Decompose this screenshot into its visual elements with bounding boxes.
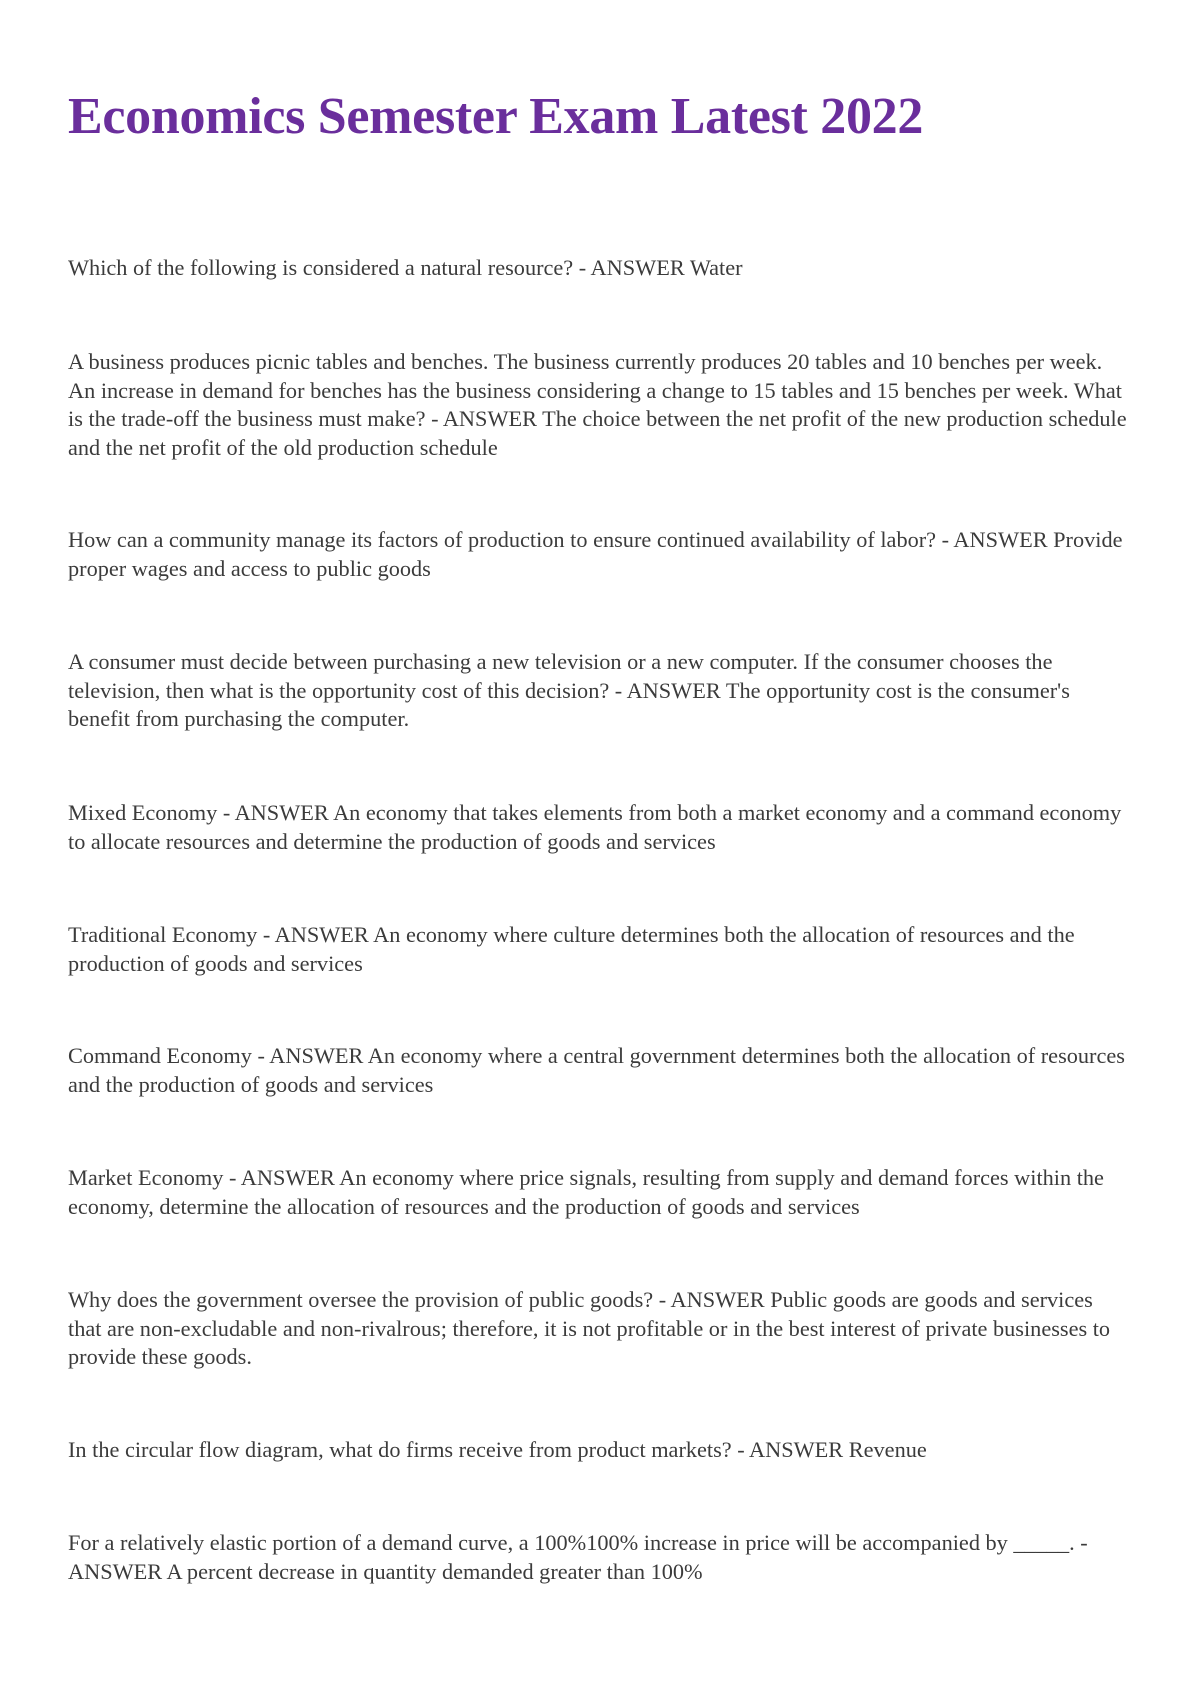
qa-item: For a relatively elastic portion of a demand curve, a 100%100% increase in price will be accompanied by _____. - ANSWER A percent decrease in quantity demanded greater than 100% — [68, 1530, 1088, 1584]
document-title: Economics Semester Exam Latest 2022 — [68, 88, 924, 145]
qa-item: Mixed Economy - ANSWER An economy that takes elements from both a market economy and a command economy to allocate resources and determine the production of goods and services — [68, 800, 1122, 854]
qa-item: In the circular flow diagram, what do firms receive from product markets? - ANSWER Revenue — [68, 1437, 927, 1462]
qa-item: Market Economy - ANSWER An economy where price signals, resulting from supply and demand forces within the economy, determine the allocation of resources and the production of goods and services — [68, 1165, 1104, 1219]
qa-item: How can a community manage its factors of production to ensure continued availability of labor? - ANSWER Provide proper wages and access to public goods — [68, 527, 1123, 581]
qa-item: Why does the government oversee the provision of public goods? - ANSWER Public goods are goods and services that are non-excludable and non-rivalrous; therefore, it is not profitable or in the best interest of private businesses to provide these goods. — [68, 1287, 1111, 1369]
qa-item: Traditional Economy - ANSWER An economy where culture determines both the allocation of resources and the production of goods and services — [68, 922, 1075, 976]
qa-item: A business produces picnic tables and benches. The business currently produces 20 tables and 10 benches per week. An increase in demand for benches has the business considering a change to 15 tables and 15 benches per week. What is the trade-off the business must make? - ANSWER The choice between the net profit of the new production schedule and the net profit of the old production schedule — [68, 349, 1127, 460]
qa-item: Which of the following is considered a natural resource? - ANSWER Water — [68, 255, 743, 280]
qa-item: Command Economy - ANSWER An economy where a central government determines both the allocation of resources and the production of goods and services — [68, 1043, 1125, 1097]
qa-item: A consumer must decide between purchasing a new television or a new computer. If the consumer chooses the television, then what is the opportunity cost of this decision? - ANSWER The opportunity cost is the consumer's benefit from purchasing the computer. — [68, 649, 1070, 731]
